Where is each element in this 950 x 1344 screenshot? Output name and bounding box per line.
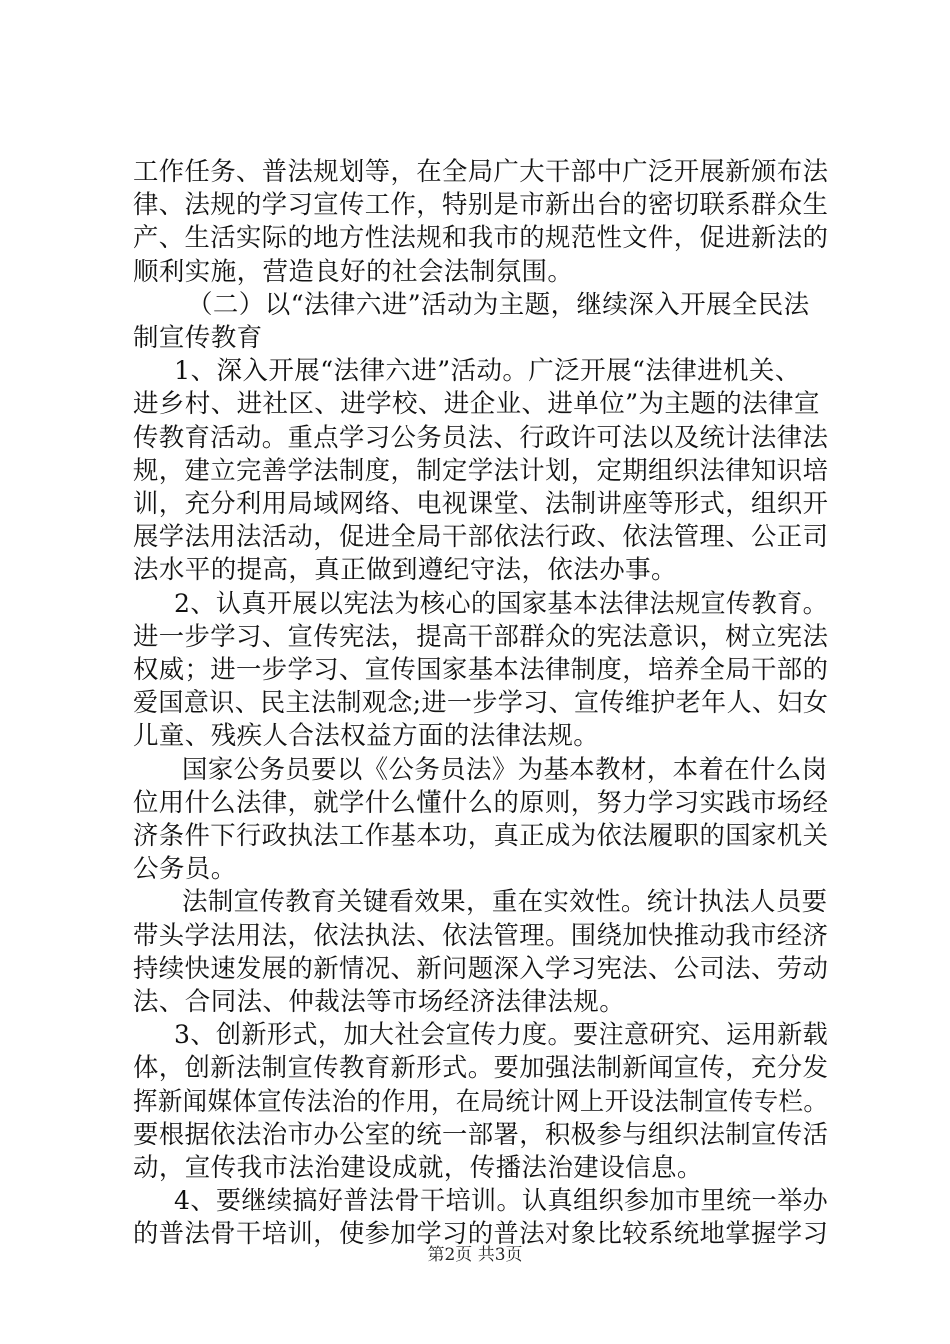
- text-line: 展学法用法活动，促进全局干部依法行政、依法管理、公正司: [133, 522, 829, 553]
- page-footer: 第2页 共3页: [427, 1245, 523, 1265]
- text-line: 带头学法用法，依法执法、依法管理。围绕加快推动我市经济: [133, 920, 829, 951]
- text-line: 挥新闻媒体宣传法治的作用，在局统计网上开设法制宣传专栏。: [133, 1086, 829, 1117]
- text-line: 位用什么法律，就学什么懂什么的原则，努力学习实践市场经: [133, 787, 829, 818]
- text-line: 的普法骨干培训，使参加学习的普法对象比较系统地掌握学习: [133, 1219, 829, 1250]
- text-line: 4、要继续搞好普法骨干培训。认真组织参加市里统一举办: [174, 1186, 829, 1217]
- text-line: 顺利实施，营造良好的社会法制氛围。: [133, 256, 574, 287]
- text-line: 训，充分利用局域网络、电视课堂、法制讲座等形式，组织开: [133, 489, 829, 519]
- text-line: 权威；进一步学习、宣传国家基本法律制度，培养全局干部的: [133, 655, 829, 685]
- text-line: 工作任务、普法规划等，在全局广大干部中广泛开展新颁布法: [133, 157, 829, 187]
- text-line: 规，建立完善学法制度，制定学法计划，定期组织法律知识培: [133, 455, 829, 486]
- text-line: 法水平的提高，真正做到遵纪守法，依法办事。: [133, 555, 677, 586]
- text-line: 持续快速发展的新情况、新问题深入学习宪法、公司法、劳动: [133, 953, 829, 984]
- section-heading: （二）以“法律六进”活动为主题，继续深入开展全民法: [187, 289, 810, 320]
- text-line: 3、创新形式，加大社会宣传力度。要注意研究、运用新载: [174, 1020, 829, 1051]
- text-line: 国家公务员要以《公务员法》为基本教材，本着在什么岗: [182, 754, 828, 785]
- text-line: 进一步学习、宣传宪法，提高干部群众的宪法意识，树立宪法: [133, 621, 829, 652]
- text-line: 法、合同法、仲裁法等市场经济法律法规。: [133, 987, 626, 1017]
- text-line: 济条件下行政执法工作基本功，真正成为依法履职的国家机关: [133, 821, 829, 851]
- text-line: 法制宣传教育关键看效果，重在实效性。统计执法人员要: [182, 887, 828, 918]
- text-line: 1、深入开展“法律六进”活动。广泛开展“法律进机关、: [174, 356, 801, 387]
- text-line: 公务员。: [133, 854, 237, 885]
- text-line: 要根据依法治市办公室的统一部署，积极参与组织法制宣传活: [133, 1119, 829, 1150]
- text-line: 进乡村、进社区、进学校、进企业、进单位”为主题的法律宣: [133, 389, 820, 420]
- text-line: 产、生活实际的地方性法规和我市的规范性文件，促进新法的: [133, 223, 829, 254]
- text-line: 传教育活动。重点学习公务员法、行政许可法以及统计法律法: [133, 422, 829, 453]
- text-line: 律、法规的学习宣传工作，特别是市新出台的密切联系群众生: [133, 190, 829, 221]
- text-line: 动，宣传我市法治建设成就，传播法治建设信息。: [133, 1153, 703, 1183]
- text-line: 爱国意识、民主法制观念;进一步学习、宣传维护老年人、妇女: [133, 688, 829, 719]
- text-line: 体，创新法制宣传教育新形式。要加强法制新闻宣传，充分发: [133, 1053, 829, 1084]
- text-line: 2、认真开展以宪法为核心的国家基本法律法规宣传教育。: [174, 588, 829, 619]
- text-line: 儿童、残疾人合法权益方面的法律法规。: [133, 721, 600, 752]
- section-heading: 制宣传教育: [133, 323, 263, 353]
